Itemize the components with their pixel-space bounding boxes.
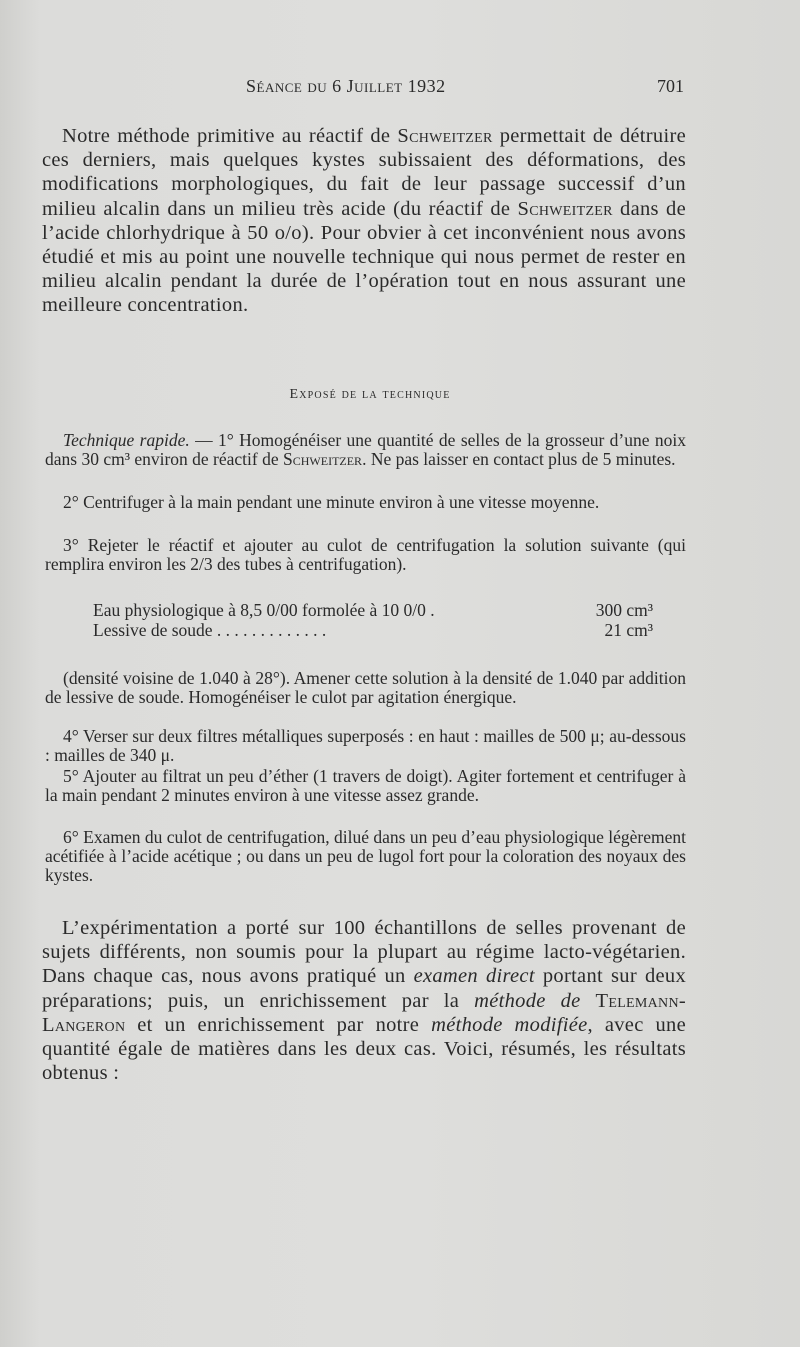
formula-label: Lessive de soude . . . . . . . . . . . . . — [93, 619, 327, 640]
text: 2° Centrifuger à la main pendant une minute environ à une vitesse moyenne. — [63, 492, 600, 512]
text: 3° Rejeter le réactif et ajouter au culot de centrifugation la solution suivante (qui remplira environ les 2/3 des tubes à centrifugation). — [45, 535, 686, 575]
text: . Ne pas laisser en contact plus de 5 minutes. — [362, 449, 676, 470]
intro-paragraph — [42, 124, 686, 318]
text: et un enrichissement par notre — [125, 1013, 432, 1036]
step-1 — [45, 431, 686, 469]
text: Notre méthode primitive au réactif de — [62, 125, 398, 147]
section-heading: Exposé de la technique — [289, 387, 451, 402]
author-name: Telemann-Langeron — [42, 989, 686, 1036]
page-number: 701 — [657, 76, 684, 96]
text — [581, 990, 596, 1012]
step-5 — [45, 767, 686, 805]
formula-row — [93, 601, 653, 621]
emphasis: méthode de — [474, 989, 581, 1012]
text: 6° Examen du culot de centrifugation, dilué dans un peu d’eau physiologique légèrement acétifiée à l’acide acétique ; ou dans un peu de lugol fort pour la coloration des noyaux des kystes. — [45, 827, 686, 886]
header-title: Séance du 6 Juillet 1932 — [246, 76, 446, 96]
technique-title: Technique rapide. — [63, 430, 190, 450]
running-header — [46, 76, 684, 102]
step-3-continued — [45, 669, 686, 707]
text: permettait de détruire ces derniers, mais quelques kystes subissaient des déformations, des modifications morphologiques, du fait de leur passage successif d’un milieu alcalin dans un milieu très acide (du réactif de — [42, 125, 687, 220]
text: L’expérimentation a porté sur 100 échantillons de selles provenant de sujets différents, non soumis pour la plupart au régime lacto-végétarien. Dans chaque cas, nous avons pratiqué un — [42, 917, 686, 988]
text: (densité voisine de 1.040 à 28°). Amener cette solution à la densité de 1.040 par addition de lessive de soude. Homogénéiser le culot par agitation énergique. — [45, 668, 686, 708]
text: , avec une quantité égale de matières dans les deux cas. Voici, résumés, les résultats obtenus : — [42, 1013, 686, 1085]
text: — 1° Homogénéiser une quantité de selles de la grosseur d’une noix dans 30 cm³ environ de réactif de — [45, 430, 686, 470]
results-paragraph — [42, 916, 686, 1085]
formula-quantity: 300 cm³ — [595, 600, 653, 620]
formula-table — [93, 601, 653, 640]
text: dans de l’acide chlorhydrique à 50 o/o). Pour obvier à cet inconvénient nous avons étudié et mis au point une nouvelle technique qui nous permet de rester en milieu alcalin pendant la durée de l’opération tout en nous assurant une meilleure concentration. — [42, 197, 686, 317]
formula-quantity: 21 cm³ — [604, 619, 653, 640]
emphasis: méthode modifiée — [431, 1013, 588, 1036]
text: 5° Ajouter au filtrat un peu d’éther (1 travers de doigt). Agiter fortement et centrifuger à la main pendant 2 minutes environ à une vitesse assez grande. — [45, 766, 686, 806]
author-name: Schweitzer — [397, 125, 493, 147]
step-4 — [45, 727, 686, 765]
author-name: Schweitzer — [283, 449, 363, 470]
step-3 — [45, 536, 686, 574]
author-name: Schweitzer — [517, 197, 613, 220]
step-6 — [45, 828, 686, 886]
emphasis: examen direct — [413, 965, 535, 988]
text: portant sur deux préparations; puis, un enrichissement par la — [42, 965, 687, 1012]
text: 4° Verser sur deux filtres métalliques superposés : en haut : mailles de 500 μ; au-dessous : mailles de 340 μ. — [45, 726, 686, 766]
formula-row — [93, 621, 653, 641]
formula-label: Eau physiologique à 8,5 0/00 formolée à 10 0/0 . — [93, 600, 435, 620]
step-2 — [45, 493, 686, 512]
